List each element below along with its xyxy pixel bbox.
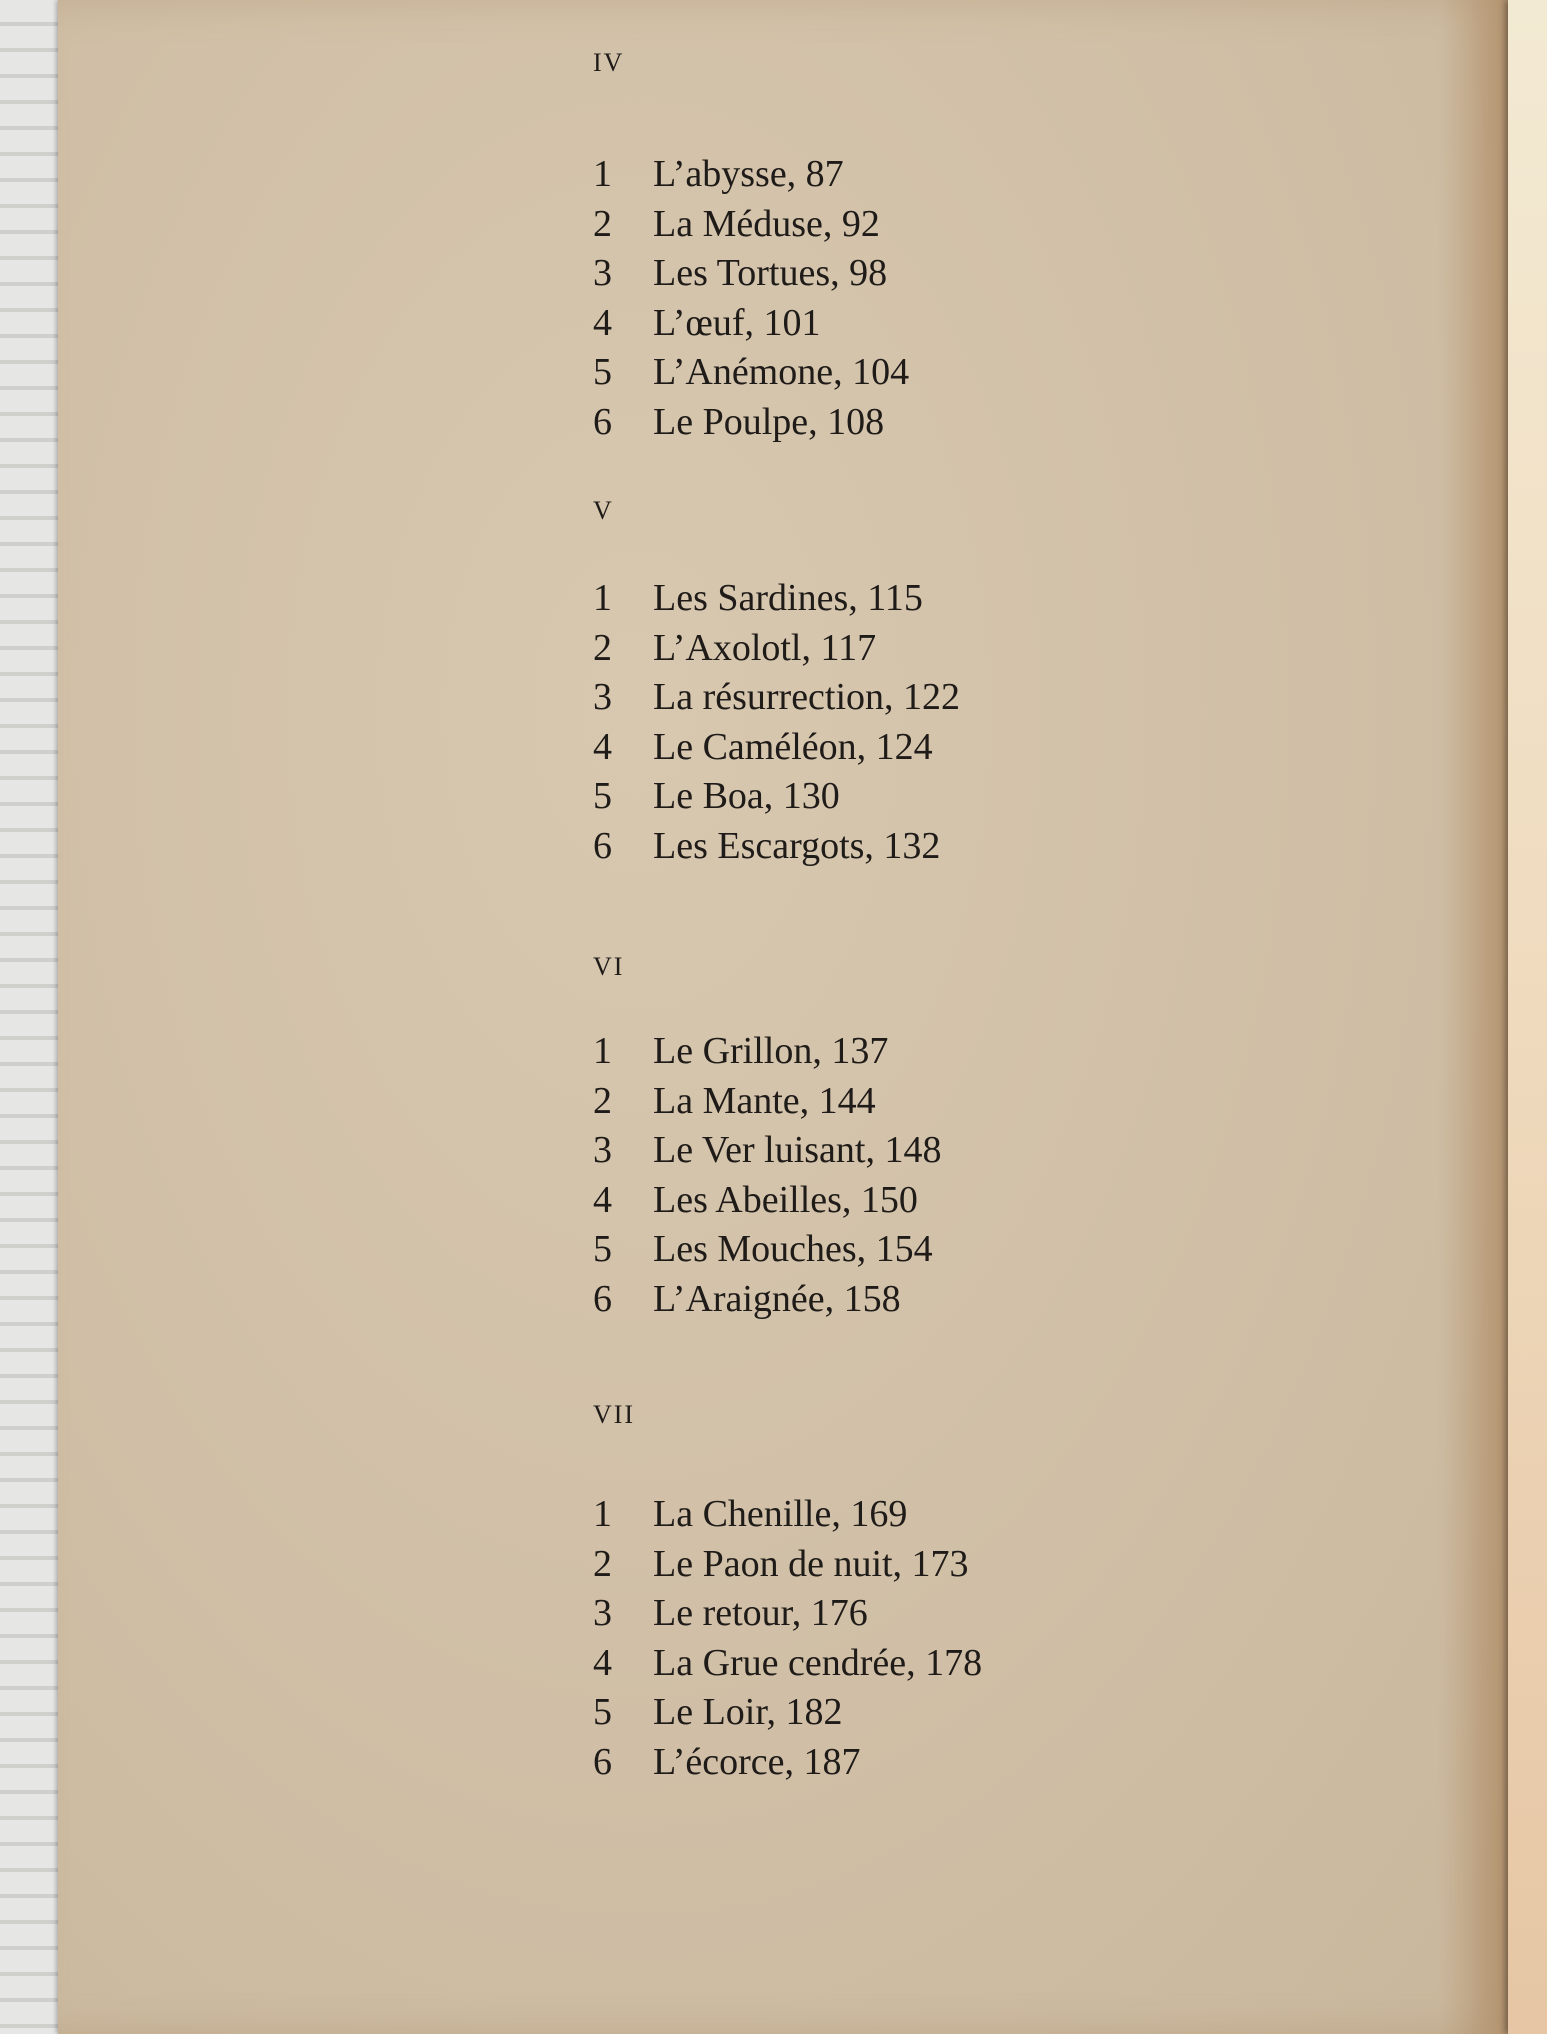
entry-number: 2 — [593, 626, 612, 669]
entry-title: Les Sardines, 115 — [653, 577, 923, 619]
entry-number: 1 — [593, 1493, 612, 1535]
toc-section-iv — [593, 48, 909, 447]
entry-number: 3 — [593, 676, 612, 718]
toc-entry — [593, 624, 960, 674]
entry-title: La résurrection, 122 — [653, 676, 961, 718]
toc-entry — [593, 348, 909, 398]
entry-number: 2 — [593, 1542, 612, 1585]
entry-number: 6 — [593, 824, 612, 867]
entry-title: Les Escargots, 132 — [653, 824, 941, 867]
entry-title: La Mante, 144 — [653, 1079, 876, 1122]
toc-entry — [593, 1077, 941, 1127]
entry-number: 1 — [593, 577, 612, 619]
entry-title: L’Araignée, 158 — [653, 1277, 901, 1320]
toc-entry — [593, 673, 960, 723]
entry-title: Le Ver luisant, 148 — [653, 1129, 942, 1171]
entry-title: L’abysse, 87 — [653, 153, 844, 195]
entry-number: 2 — [593, 202, 612, 245]
toc-entry — [593, 1738, 982, 1788]
toc-entry — [593, 299, 909, 349]
entry-number: 3 — [593, 1592, 612, 1634]
toc-entry — [593, 1176, 941, 1226]
toc-entry — [593, 723, 960, 773]
toc-entry — [593, 398, 909, 448]
entry-number: 4 — [593, 1178, 612, 1221]
entry-number: 6 — [593, 1277, 612, 1320]
entry-title: Le Loir, 182 — [653, 1691, 843, 1733]
toc-section-vi — [593, 952, 941, 1324]
entry-title: Les Mouches, 154 — [653, 1228, 933, 1270]
toc-entry — [593, 1688, 982, 1738]
entry-title: La Chenille, 169 — [653, 1493, 908, 1535]
entry-number: 2 — [593, 1079, 612, 1122]
entry-title: Le Caméléon, 124 — [653, 725, 933, 768]
entry-number: 6 — [593, 400, 612, 443]
entry-title: Le Grillon, 137 — [653, 1030, 889, 1072]
entry-number: 4 — [593, 725, 612, 768]
toc-entry — [593, 772, 960, 822]
toc-entry — [593, 1540, 982, 1590]
toc-entry — [593, 1589, 982, 1639]
toc-entry — [593, 200, 909, 250]
entry-number: 1 — [593, 153, 612, 195]
toc-entry — [593, 150, 909, 200]
toc-entry — [593, 1490, 982, 1540]
entry-title: La Grue cendrée, 178 — [653, 1641, 983, 1684]
entry-number: 5 — [593, 1228, 612, 1270]
entry-number: 5 — [593, 351, 612, 393]
entry-number: 4 — [593, 1641, 612, 1684]
entry-title: Les Abeilles, 150 — [653, 1178, 918, 1221]
adjacent-page-edge — [1508, 0, 1547, 2034]
entry-title: La Méduse, 92 — [653, 202, 880, 245]
entry-number: 5 — [593, 1691, 612, 1733]
toc-entry — [593, 249, 909, 299]
entry-number: 3 — [593, 1129, 612, 1171]
toc-entry — [593, 1126, 941, 1176]
entry-title: Le retour, 176 — [653, 1592, 868, 1634]
entry-title: L’écorce, 187 — [653, 1740, 861, 1783]
entry-number: 3 — [593, 252, 612, 294]
entry-title: L’Axolotl, 117 — [653, 626, 877, 669]
entry-number: 4 — [593, 301, 612, 344]
entry-number: 1 — [593, 1030, 612, 1072]
entry-number: 6 — [593, 1740, 612, 1783]
entry-title: L’Anémone, 104 — [653, 351, 910, 393]
toc-entry — [593, 1639, 982, 1689]
toc-section-vii — [593, 1400, 982, 1787]
entry-number: 5 — [593, 775, 612, 817]
toc-entry — [593, 1027, 941, 1077]
entry-title: L’œuf, 101 — [653, 301, 821, 344]
entry-title: Les Tortues, 98 — [653, 252, 888, 294]
entry-title: Le Poulpe, 108 — [653, 400, 885, 443]
entry-title: Le Paon de nuit, 173 — [653, 1542, 969, 1585]
section-heading: VI — [593, 952, 625, 981]
toc-entry — [593, 822, 960, 872]
toc-entry — [593, 1275, 941, 1325]
section-heading: IV — [593, 48, 625, 77]
section-heading: VII — [593, 1400, 636, 1429]
entry-title: Le Boa, 130 — [653, 775, 840, 817]
section-heading: V — [593, 496, 614, 525]
toc-section-v — [593, 496, 960, 871]
toc-entry — [593, 574, 960, 624]
toc-entry — [593, 1225, 941, 1275]
